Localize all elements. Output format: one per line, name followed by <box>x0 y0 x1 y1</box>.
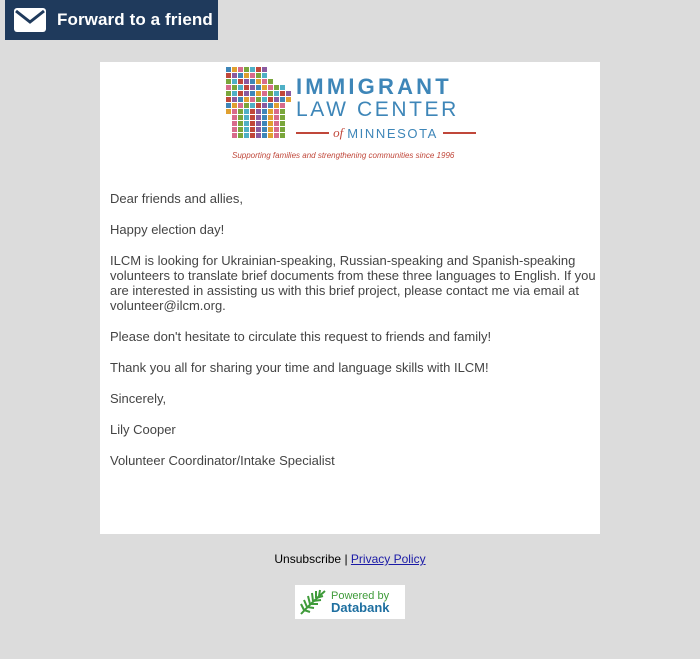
logo-of: of <box>333 125 344 140</box>
forward-to-friend-button[interactable] <box>5 0 218 40</box>
unsubscribe-link[interactable]: Unsubscribe <box>274 552 342 566</box>
logo-state: MINNESOTA <box>347 125 438 141</box>
paragraph-thanks: Thank you all for sharing your time and language skills with ILCM! <box>110 360 489 375</box>
footer <box>0 552 700 566</box>
forward-button-label: Forward to a friend <box>57 10 213 29</box>
logo-rule-left <box>296 132 329 134</box>
signature-name: Lily Cooper <box>110 422 176 437</box>
fern-leaf-icon <box>298 588 328 616</box>
badge-brand: Databank <box>331 600 390 615</box>
email-card <box>100 62 600 534</box>
paragraph-request: ILCM is looking for Ukrainian-speaking, Russian-speaking and Spanish-speaking volunteers to translate brief documents from these three languages to English. If you are interested in assisting us with this brief project, please contact me via email at volunteer@ilcm.org. <box>110 253 596 313</box>
privacy-policy-link[interactable]: Privacy Policy <box>350 552 426 566</box>
footer-separator: | <box>344 552 348 566</box>
logo-line-immigrant: IMMIGRANT <box>296 74 452 99</box>
logo-rule-right <box>443 132 476 134</box>
signature-title: Volunteer Coordinator/Intake Specialist <box>110 453 335 468</box>
paragraph-circulate: Please don't hesitate to circulate this request to friends and family! <box>110 329 492 344</box>
paragraph-election: Happy election day! <box>110 222 225 237</box>
badge-powered-by: Powered by <box>331 590 390 602</box>
envelope-icon <box>13 7 47 33</box>
logo-tagline: Supporting families and strengthening communities since 1996 <box>232 151 455 160</box>
greeting: Dear friends and allies, <box>110 191 243 206</box>
email-body <box>110 191 596 484</box>
closing: Sincerely, <box>110 391 167 406</box>
logo-line-state <box>296 125 476 141</box>
ilcm-logo <box>226 67 478 159</box>
logo-line-law-center: LAW CENTER <box>296 98 459 121</box>
powered-by-databank-badge[interactable] <box>295 585 405 619</box>
minnesota-mosaic-icon <box>226 67 292 141</box>
